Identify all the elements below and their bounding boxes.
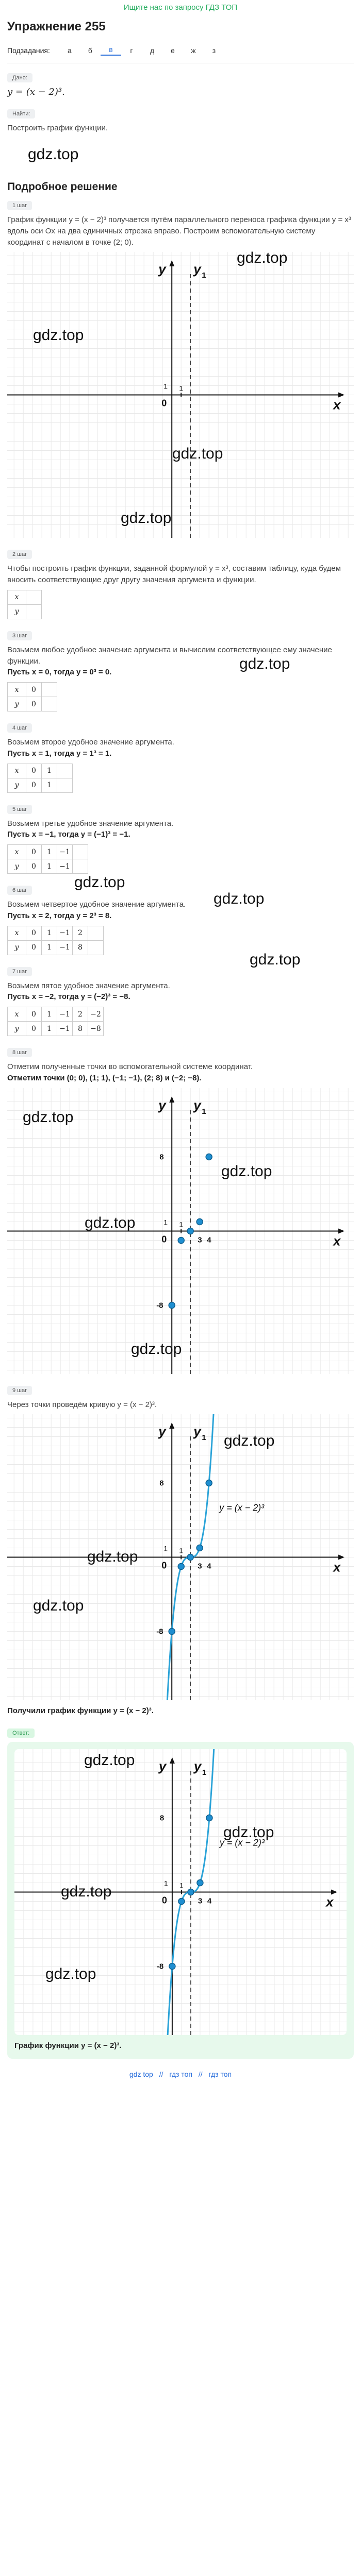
data-point [187, 1554, 193, 1561]
y-axis-arrow [169, 1422, 174, 1429]
tick-label-x: 4 [207, 1562, 211, 1571]
step-tag: 8 шаг [7, 1048, 32, 1057]
watermark: gdz.top [33, 327, 84, 344]
given-formula: y = (x − 2)³. [7, 87, 65, 97]
step-tag: 5 шаг [7, 805, 32, 814]
watermark: gdz.top [23, 1108, 74, 1126]
step-tag: 4 шаг [7, 723, 32, 733]
step-tag: 2 шаг [7, 550, 32, 559]
step-after: Получили график функции y = (x − 2)³. [7, 1706, 154, 1716]
subtask-d[interactable]: д [150, 46, 154, 55]
data-point [178, 1564, 184, 1570]
step-text: Возьмем любое удобное значение аргумента и вычислим соответствующее ему значение функции. [7, 645, 332, 666]
one-label: 1 [163, 1218, 168, 1226]
tick-label-y: -8 [156, 1627, 163, 1636]
graph-1-wrap [7, 249, 354, 538]
y1-label: y [193, 1097, 201, 1113]
subtask-e[interactable]: е [171, 46, 175, 55]
curve-label: y = (x − 2)³ [219, 1837, 265, 1848]
data-point [188, 1889, 194, 1895]
top-link[interactable]: Ищите нас по запросу ГДЗ ТОП [123, 3, 238, 12]
data-point [187, 1228, 193, 1234]
one-label: 1 [163, 1879, 168, 1888]
watermark: gdz.top [223, 1824, 274, 1841]
footer-link[interactable]: гдз топ [208, 2070, 232, 2078]
y1-label: y [193, 1758, 202, 1774]
step-text: Возьмем пятое удобное значение аргумента. [7, 981, 170, 990]
watermark: gdz.top [237, 249, 288, 267]
footer-link[interactable]: гдз топ [169, 2070, 192, 2078]
y1-subscript: 1 [202, 1107, 206, 1116]
origin-label: 0 [161, 1560, 167, 1571]
data-point [196, 1545, 203, 1551]
tick-label-y: -8 [156, 1301, 163, 1310]
values-table: x 0 1 y 0 1 [7, 764, 73, 793]
step-bold: Пусть x = 2, тогда y = 2³ = 8. [7, 911, 112, 920]
step-tag: 9 шаг [7, 1386, 32, 1395]
answer-graph-wrap [14, 1749, 347, 2035]
values-table: x 0 1 −1 y 0 1 −1 [7, 844, 88, 874]
data-point [169, 1963, 175, 1970]
subtask-v[interactable]: в [101, 45, 121, 56]
step-tag: 6 шаг [7, 886, 32, 895]
answer-box [7, 1742, 354, 2059]
x-label: x [333, 397, 341, 413]
y-axis-arrow [169, 1096, 174, 1103]
step-bold: Пусть x = −1, тогда y = (−1)³ = −1. [7, 830, 130, 839]
data-point [178, 1237, 184, 1243]
step-tag: 1 шаг [7, 201, 32, 210]
subtasks-label: Подзадания: [7, 46, 50, 55]
y1-label: y [193, 261, 201, 277]
given-block [7, 73, 354, 97]
tick-label-y: 8 [159, 1153, 164, 1161]
y-axis-arrow [169, 260, 174, 266]
tick-label-y: -8 [156, 1962, 164, 1971]
watermark: gdz.top [221, 1162, 272, 1180]
tick-label-x: 3 [198, 1896, 203, 1906]
watermark: gdz.top [28, 146, 79, 163]
footer-sep: // [159, 2070, 163, 2078]
graph-3-wrap [7, 1414, 354, 1700]
y-label: y [158, 1097, 166, 1113]
data-point [206, 1154, 212, 1160]
data-point [197, 1880, 203, 1886]
data-point [206, 1815, 212, 1821]
origin-label: 0 [161, 1234, 167, 1244]
step-bold: Пусть x = 0, тогда y = 0³ = 0. [7, 668, 112, 677]
tick-label-y: 8 [159, 1479, 164, 1488]
footer-links [7, 2070, 354, 2078]
watermark: gdz.top [172, 445, 223, 463]
find-tag: Найти: [7, 109, 35, 118]
x-label: x [333, 1233, 341, 1248]
answer-text: График функции y = (x − 2)³. [14, 2041, 122, 2050]
x-label: x [326, 1894, 334, 1910]
step-bold: Пусть x = 1, тогда y = 1³ = 1. [7, 749, 112, 758]
answer-block [7, 1728, 354, 2059]
data-point [169, 1629, 175, 1635]
step-tag: 7 шаг [7, 967, 32, 976]
tick-label-x: 3 [198, 1235, 202, 1244]
data-point [206, 1480, 212, 1486]
solution-title: Подробное решение [7, 181, 118, 193]
one-label: 1 [179, 1546, 183, 1555]
step-7 [7, 951, 354, 1037]
graph-2 [7, 1088, 354, 1374]
watermark: gdz.top [61, 1883, 112, 1900]
y1-subscript: 1 [202, 1433, 206, 1443]
watermark: gdz.top [121, 510, 172, 527]
curve-label: y = (x − 2)³ [219, 1502, 265, 1513]
step-9 [7, 1385, 354, 1717]
tick-label-x: 4 [207, 1896, 212, 1906]
watermark: gdz.top [239, 655, 290, 672]
step-8 [7, 1047, 354, 1374]
watermark: gdz.top [214, 890, 265, 907]
step-text: Возьмем второе удобное значение аргумента. [7, 738, 174, 747]
one-label: 1 [163, 382, 168, 391]
one-label: 1 [179, 1220, 183, 1228]
step-text: Возьмем четвертое удобное значение аргумента. [7, 900, 186, 909]
data-point [169, 1302, 175, 1308]
step-text: Чтобы построить график функции, заданной формулой y = x³, составим таблицу, куда будем вносить соответствующие друг другу значения аргумента и функции. [7, 564, 341, 584]
step-bold: Отметим точки (0; 0), (1; 1), (−1; −1), (2; 8) и (−2; −8). [7, 1073, 202, 1082]
subtask-b[interactable]: б [88, 46, 92, 55]
graph-3 [7, 1414, 354, 1700]
step-bold: Пусть x = −2, тогда y = (−2)³ = −8. [7, 992, 130, 1002]
footer-link[interactable]: gdz top [129, 2070, 153, 2078]
graph-2-wrap [7, 1088, 354, 1374]
step-1 [7, 200, 354, 538]
values-table: x 0 y 0 [7, 682, 57, 711]
step-tag: 3 шаг [7, 631, 32, 640]
y-label: y [158, 261, 166, 277]
y1-subscript: 1 [202, 271, 206, 280]
answer-tag: Ответ: [7, 1728, 35, 1738]
step-text: Возьмем третье удобное значение аргумента. [7, 819, 174, 828]
x-label: x [333, 1559, 341, 1575]
watermark: gdz.top [45, 1965, 96, 1982]
step-text: Через точки проведём кривую y = (x − 2)³. [7, 1400, 157, 1409]
step-text: Отметим полученные точки во вспомогательной системе координат. [7, 1062, 253, 1071]
y-label: y [158, 1423, 166, 1439]
data-point [178, 1899, 185, 1905]
find-block [7, 109, 354, 165]
watermark: gdz.top [131, 1340, 182, 1358]
y1-subscript: 1 [202, 1768, 207, 1777]
one-label: 1 [179, 1881, 184, 1890]
data-point [196, 1218, 203, 1225]
graph-1 [7, 252, 354, 538]
tick-label-x: 3 [198, 1562, 202, 1571]
tick-label-y: 8 [159, 1814, 165, 1823]
subtask-zh[interactable]: ж [191, 46, 196, 55]
subtasks-nav [7, 41, 354, 60]
values-table: x 0 1 −1 2 y 0 1 −1 8 [7, 926, 104, 955]
watermark: gdz.top [33, 1597, 84, 1615]
watermark: gdz.top [250, 951, 301, 968]
values-table: x 0 1 −1 2 −2 y 0 1 −1 8 −8 [7, 1007, 104, 1036]
watermark: gdz.top [84, 1752, 135, 1769]
find-text: Построить график функции. [7, 124, 108, 132]
watermark: gdz.top [87, 1548, 138, 1566]
y-label: y [158, 1758, 167, 1774]
subtask-z[interactable]: з [212, 46, 216, 55]
subtask-g[interactable]: г [130, 46, 133, 55]
origin-label: 0 [161, 1895, 167, 1906]
tick-label-x: 4 [207, 1235, 211, 1244]
one-label: 1 [179, 384, 183, 393]
footer-sep: // [198, 2070, 203, 2078]
one-label: 1 [163, 1544, 168, 1553]
page-title: Упражнение 255 [7, 20, 106, 33]
step-3 [7, 631, 354, 711]
y-axis-arrow [170, 1757, 175, 1764]
given-tag: Дано: [7, 73, 32, 82]
origin-label: 0 [161, 398, 167, 409]
step-4 [7, 723, 354, 793]
step-5 [7, 804, 354, 874]
step-6 [7, 874, 354, 955]
subtask-a[interactable]: а [68, 46, 72, 55]
values-table: x y [7, 590, 42, 619]
y1-label: y [193, 1423, 201, 1439]
watermark: gdz.top [74, 874, 125, 891]
step-2 [7, 549, 354, 619]
step-text: График функции y = (x − 2)³ получается путём параллельного переноса графика функции y = x³ вдоль оси Ox на два единичных отрезка вправо. Построим вспомогательную систему координат с началом в точке (2; 0). [7, 215, 351, 247]
watermark: gdz.top [85, 1214, 136, 1231]
watermark: gdz.top [224, 1432, 275, 1450]
